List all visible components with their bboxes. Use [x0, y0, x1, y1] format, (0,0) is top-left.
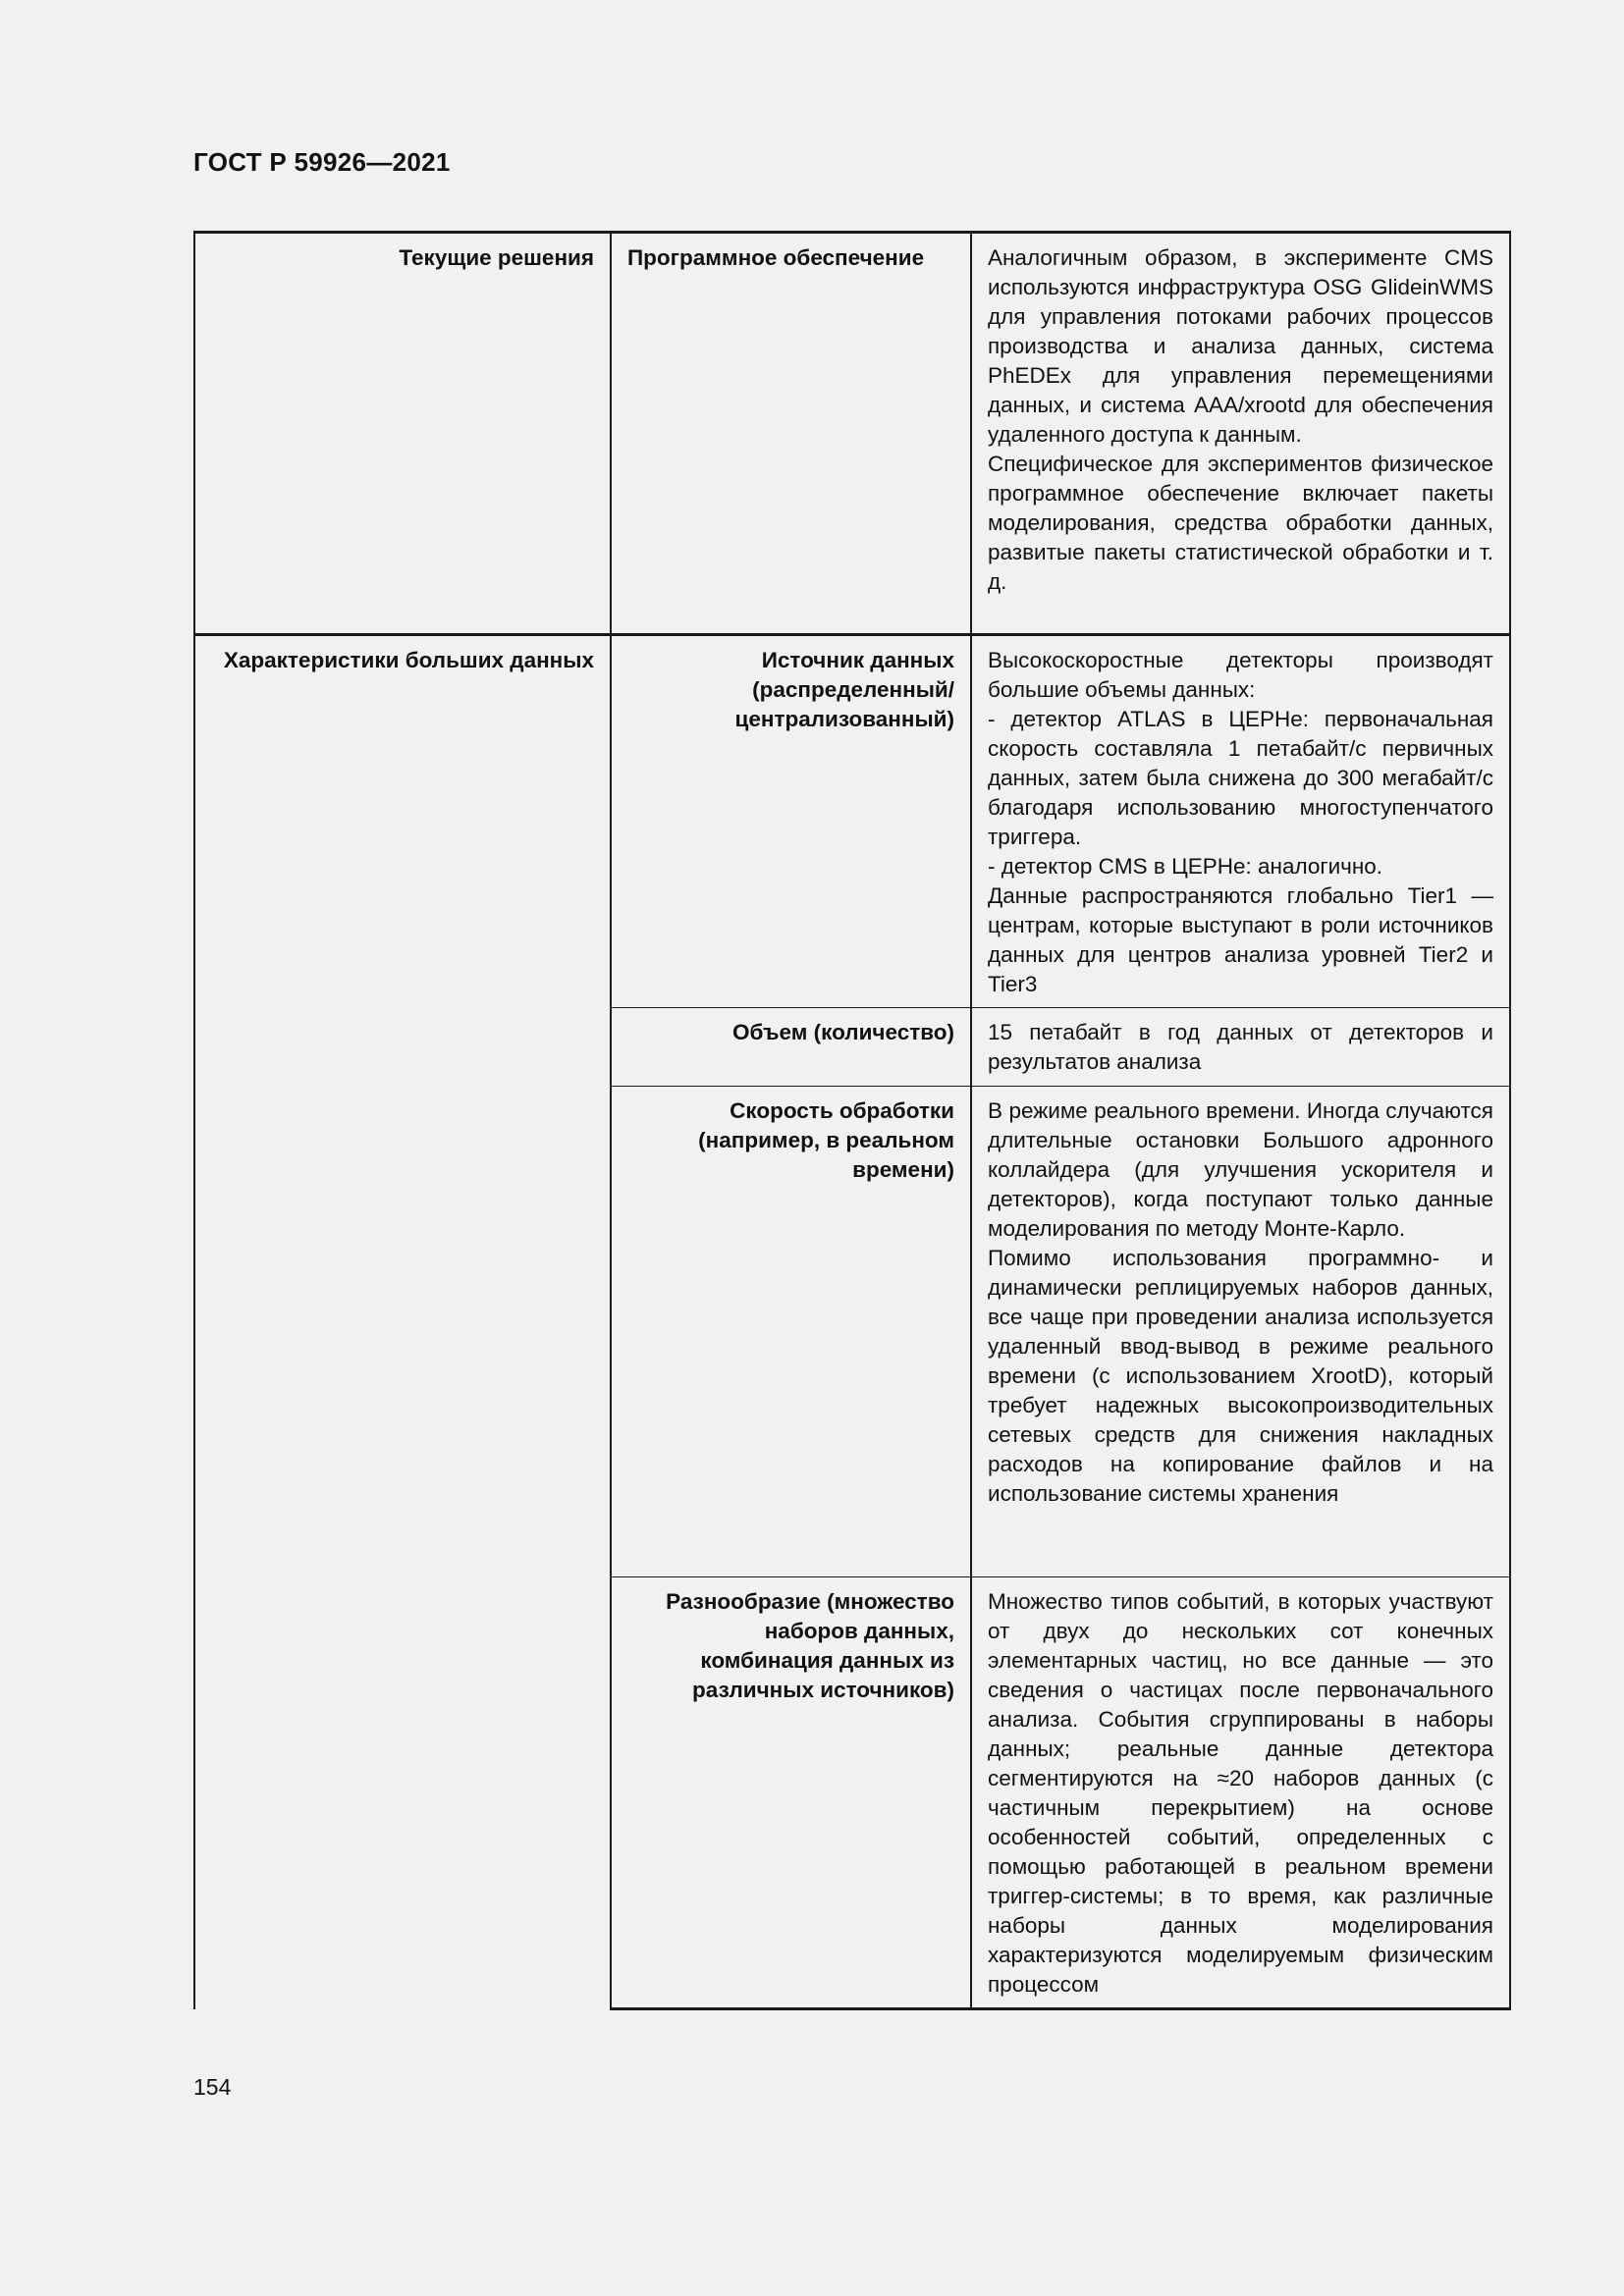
description-cell — [971, 1008, 1510, 1087]
category-label: Характеристики больших данных — [223, 648, 594, 672]
description-cell — [971, 1087, 1510, 1577]
description-cell — [971, 1577, 1510, 2009]
aspect-cell — [611, 635, 971, 1008]
aspect-label: Источник данных (распределенный/централизованный) — [734, 648, 954, 731]
category-cell — [194, 635, 611, 2009]
category-cell — [194, 233, 611, 635]
aspect-cell — [611, 1577, 971, 2009]
aspect-label: Скорость обработки (например, в реальном времени) — [698, 1098, 954, 1182]
description-paragraph: Помимо использования программно- и динамически реплицируемых наборов данных, все чаще при проведении анализа используется удаленный ввод-вывод в режиме реального времени (с использованием XrootD), который требует надежных высокопроизводительных сетевых средств для снижения накладных расходов на копирование файлов и на использование системы хранения — [988, 1246, 1493, 1506]
aspect-cell — [611, 1087, 971, 1577]
document-header: ГОСТ Р 59926—2021 — [193, 147, 451, 177]
description-paragraph: В режиме реального времени. Иногда случаются длительные остановки Большого адронного коллайдера (для улучшения ускорителя и детекторов), когда поступают только данные моделирования по методу Монте-Карло. — [988, 1098, 1493, 1241]
description-paragraph: 15 петабайт в год данных от детекторов и результатов анализа — [988, 1020, 1493, 1074]
aspect-cell — [611, 233, 971, 635]
description-cell — [971, 233, 1510, 635]
aspect-label: Разнообразие (множество наборов данных, комбинация данных из различных источников) — [666, 1589, 954, 1702]
description-paragraph: Высокоскоростные детекторы производят большие объемы данных: - детектор ATLAS в ЦЕРНе: первоначальная скорость составляла 1 петабайт/с первичных данных, затем была снижена до 300 мегабайт/с благодаря использованию многоступенчатого триггера. - детектор CMS в ЦЕРНе: аналогично. — [988, 648, 1493, 879]
aspect-label: Программное обеспечение — [627, 245, 925, 270]
description-paragraph: Аналогичным образом, в эксперименте CMS используются инфраструктура OSG GlideinWMS для управления потоками рабочих процессов производства и анализа данных, система PhEDEx для управления перемещениями данных, и система AAA/xrootd для обеспечения удаленного доступа к данным. — [988, 245, 1493, 447]
description-paragraph: Данные распространяются глобально Tier1 — центрам, которые выступают в роли источников данных для центров анализа уровней Tier2 и Tier3 — [988, 883, 1493, 996]
spec-table — [193, 231, 1511, 2010]
aspect-label: Объем (количество) — [732, 1020, 954, 1044]
description-cell — [971, 635, 1510, 1008]
page-number: 154 — [193, 2074, 232, 2100]
table-row — [194, 635, 1510, 1008]
description-paragraph: Множество типов событий, в которых участвуют от двух до нескольких сот конечных элементарных частиц, но все данные — это сведения о частицах после первоначального анализа. События сгруппированы в наборы данных; реальные данные детектора сегментируются на ≈20 наборов данных (с частичным перекрытием) на основе особенностей событий, определенных с помощью работающей в реальном времени триггер-системы; в то время, как различные наборы данных моделирования характеризуются моделируемым физическим процессом — [988, 1589, 1493, 1997]
category-label: Текущие решения — [399, 245, 594, 270]
table-row — [194, 233, 1510, 635]
description-paragraph: Специфическое для экспериментов физическое программное обеспечение включает пакеты моделирования, средства обработки данных, развитые пакеты статистической обработки и т. д. — [988, 452, 1493, 594]
aspect-cell — [611, 1008, 971, 1087]
